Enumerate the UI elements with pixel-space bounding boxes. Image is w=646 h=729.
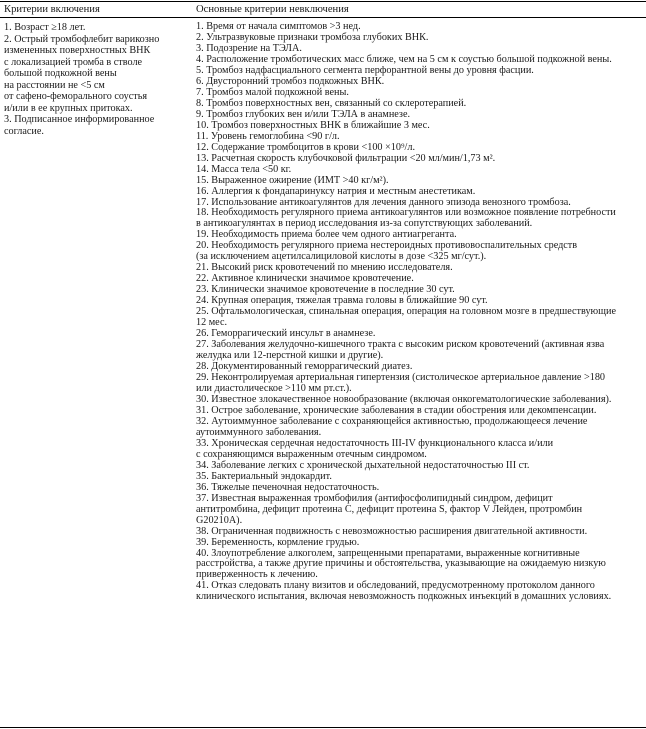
inclusion-criteria-line: большой подкожной вены bbox=[4, 68, 117, 79]
exclusion-criteria-line: 14. Масса тела <50 кг. bbox=[196, 163, 292, 175]
exclusion-criteria-line: желудка или 12-перстной кишки и другие). bbox=[196, 350, 384, 362]
exclusion-criteria-line: 28. Документированный геморрагический диатез. bbox=[196, 361, 413, 373]
exclusion-criteria-line: 1. Время от начала симптомов >3 нед. bbox=[196, 21, 361, 32]
exclusion-criteria-line: 19. Необходимость приема более чем одного антиагреганта. bbox=[196, 229, 457, 241]
exclusion-criteria-line: 32. Аутоиммунное заболевание с сохраняющейся активностью, продолжающееся лечение bbox=[196, 415, 588, 427]
exclusion-criteria-line: 12. Содержание тромбоцитов в крови <100 ×10⁹/л. bbox=[196, 141, 415, 153]
exclusion-criteria-line: 5. Тромбоз надфасциального сегмента перфорантной вены до уровня фасции. bbox=[196, 64, 534, 76]
exclusion-criteria-line: 9. Тромбоз глубоких вен и/или ТЭЛА в анамнезе. bbox=[196, 108, 411, 120]
exclusion-criteria-line: 21. Высокий риск кровотечений по мнению исследователя. bbox=[196, 262, 453, 274]
exclusion-criteria-line: 3. Подозрение на ТЭЛА. bbox=[196, 42, 302, 54]
exclusion-criteria-line: 24. Крупная операция, тяжелая травма головы в ближайшие 90 сут. bbox=[196, 295, 488, 307]
inclusion-criteria-line: с локализацией тромба в стволе bbox=[4, 56, 143, 68]
exclusion-criteria-line: 39. Беременность, кормление грудью. bbox=[196, 536, 360, 548]
exclusion-criteria-line: 40. Злоупотребление алкоголем, запрещенными препаратами, выраженные когнитивные bbox=[196, 547, 580, 559]
exclusion-criteria-line: 30. Известное злокачественное новообразование (включая онкогематологические заболевания). bbox=[196, 393, 612, 405]
table-bottom-rule bbox=[0, 727, 646, 728]
exclusion-criteria-line: 26. Геморрагический инсульт в анамнезе. bbox=[196, 328, 376, 340]
exclusion-criteria-line: 22. Активное клинически значимое кровотечение. bbox=[196, 273, 414, 285]
exclusion-criteria-line: в антикоагулянтах в период исследования из-за сопутствующих заболеваний. bbox=[196, 218, 533, 230]
exclusion-criteria-line: 6. Двусторонний тромбоз подкожных ВНК. bbox=[196, 75, 385, 87]
exclusion-criteria-line: 35. Бактериальный эндокардит. bbox=[196, 470, 332, 482]
exclusion-criteria-line: 7. Тромбоз малой подкожной вены. bbox=[196, 86, 349, 98]
exclusion-criteria-line: 17. Использование антикоагулянтов для лечения данного эпизода венозного тромбоза. bbox=[196, 196, 571, 208]
exclusion-criteria-line: 13. Расчетная скорость клубочковой фильтрации <20 мл/мин/1,73 м². bbox=[196, 152, 496, 164]
exclusion-criteria-line: 36. Тяжелые печеночная недостаточность. bbox=[196, 481, 380, 493]
exclusion-criteria-line: антитромбина, дефицит протеина С, дефицит протеина S, фактор V Лейден, протромбин bbox=[196, 503, 583, 515]
exclusion-criteria-line: G20210A). bbox=[196, 514, 243, 526]
exclusion-criteria-line: приверженность к лечению. bbox=[196, 569, 318, 581]
exclusion-criteria-line: расстройства, а также другие причины и обстоятельства, указывающие на ожидаемую низкую bbox=[196, 558, 606, 570]
exclusion-criteria-line: 18. Необходимость регулярного приема антикоагулянтов или возможное появление потребности bbox=[196, 207, 616, 219]
exclusion-criteria-line: 11. Уровень гемоглобина <90 г/л. bbox=[196, 130, 340, 142]
exclusion-criteria-line: или диастолическое >110 мм рт.ст.). bbox=[196, 382, 352, 394]
inclusion-criteria-line: от сафено-феморального соустья bbox=[4, 91, 148, 102]
exclusion-criteria-line: 31. Острое заболевание, хронические заболевания в стадии обострения или декомпенсации. bbox=[196, 404, 597, 416]
exclusion-criteria-line: 41. Отказ следовать плану визитов и обследований, предусмотренному протоколом данного bbox=[196, 580, 595, 592]
header-rule bbox=[0, 17, 646, 18]
exclusion-criteria-line: 23. Клинически значимое кровотечение в последние 30 сут. bbox=[196, 284, 455, 296]
inclusion-criteria-line: 2. Острый тромбофлебит варикозно bbox=[4, 33, 160, 45]
exclusion-criteria-line: 27. Заболевания желудочно-кишечного тракта с высоким риском кровотечений (активная язва bbox=[196, 339, 605, 351]
exclusion-criteria-line: 34. Заболевание легких с хронической дыхательной недостаточностью III ст. bbox=[196, 459, 530, 471]
exclusion-criteria-list bbox=[196, 22, 642, 603]
table-top-rule bbox=[0, 1, 646, 2]
exclusion-criteria-line: 10. Тромбоз поверхностных ВНК в ближайшие 3 мес. bbox=[196, 119, 430, 131]
exclusion-criteria-line: клинического испытания, включая невозможность подкожных инъекций в домашних условиях. bbox=[196, 591, 612, 603]
exclusion-criteria-line: 38. Ограниченная подвижность с невозможностью расширения двигательной активности. bbox=[196, 525, 588, 537]
exclusion-criteria-line: 33. Хроническая сердечная недостаточность III-IV функционального класса и/или bbox=[196, 437, 554, 449]
inclusion-criteria-line: на расстоянии не <5 см bbox=[4, 79, 105, 91]
inclusion-criteria-line: и/или в ее крупных притоках. bbox=[4, 102, 133, 114]
exclusion-criteria-line: 29. Неконтролируемая артериальная гипертензия (систолическое артериальное давление >180 bbox=[196, 372, 606, 383]
inclusion-criteria-line: измененных поверхностных ВНК bbox=[4, 45, 151, 56]
exclusion-criteria-line: (за исключением ацетилсалициловой кислоты в дозе <325 мг/сут.). bbox=[196, 251, 487, 263]
inclusion-header: Критерии включения bbox=[4, 4, 100, 15]
exclusion-criteria-line: 37. Известная выраженная тромбофилия (антифосфолипидный синдром, дефицит bbox=[196, 492, 553, 504]
exclusion-criteria-line: 16. Аллергия к фондапаринуксу натрия и местным анестетикам. bbox=[196, 185, 476, 197]
exclusion-criteria-line: 12 мес. bbox=[196, 317, 228, 329]
exclusion-criteria-line: 15. Выраженное ожирение (ИМТ >40 кг/м²). bbox=[196, 174, 389, 186]
exclusion-criteria-line: с сохраняющимся выраженным отечным синдромом. bbox=[196, 448, 427, 460]
exclusion-header: Основные критерии невключения bbox=[196, 4, 349, 15]
exclusion-criteria-line: 8. Тромбоз поверхностных вен, связанный со склеротерапией. bbox=[196, 97, 467, 109]
inclusion-criteria-list bbox=[4, 22, 190, 137]
exclusion-criteria-line: 4. Расположение тромботических масс ближе, чем на 5 см к соустью большой подкожной вены. bbox=[196, 53, 612, 65]
inclusion-criteria-line: 1. Возраст ≥18 лет. bbox=[4, 22, 86, 33]
exclusion-criteria-line: 25. Офтальмологическая, спинальная операция, операция на головном мозге в предшествующие bbox=[196, 306, 616, 318]
exclusion-criteria-line: 20. Необходимость регулярного приема нестероидных противовоспалительных средств bbox=[196, 240, 578, 252]
exclusion-criteria-line: 2. Ультразвуковые признаки тромбоза глубоких ВНК. bbox=[196, 31, 429, 43]
inclusion-criteria-line: 3. Подписанное информированное bbox=[4, 114, 155, 125]
exclusion-criteria-line: аутоиммунного заболевания. bbox=[196, 426, 322, 438]
inclusion-criteria-line: согласие. bbox=[4, 125, 44, 137]
